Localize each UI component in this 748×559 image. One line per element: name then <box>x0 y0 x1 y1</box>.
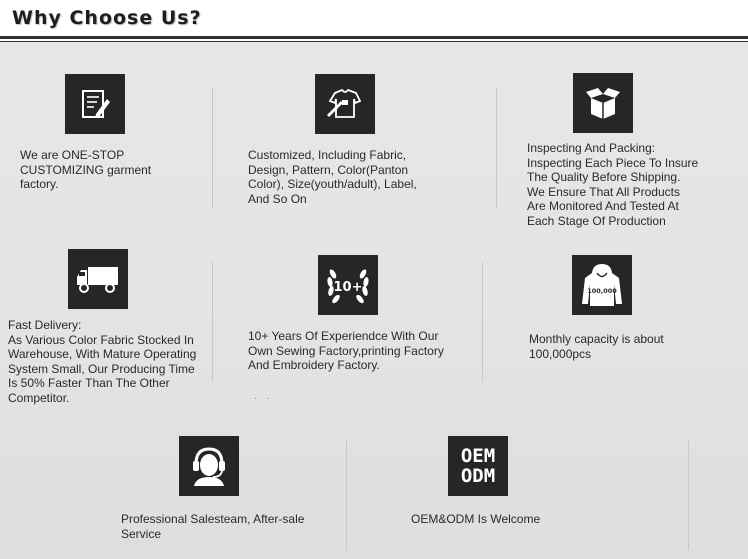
hoodie-capacity-icon <box>572 255 632 315</box>
headset-support-icon <box>179 436 239 496</box>
feature-text: 10+ Years Of Experiendce With Our Own Sewing Factory,printing Factory And Embroidery Factory. <box>248 329 444 372</box>
delivery-truck-icon <box>68 249 128 309</box>
feature-text: We are ONE-STOP CUSTOMIZING garment factory. <box>20 148 152 191</box>
feature-text: Customized, Including Fabric, Design, Pattern, Color(Panton Color), Size(youth/adult), Label, And So On <box>248 148 417 206</box>
column-divider <box>496 88 497 208</box>
oem-odm-icon <box>448 436 508 496</box>
laurel-badge-text: 10+ <box>333 280 363 295</box>
column-divider <box>212 262 213 382</box>
tshirt-design-icon <box>315 74 375 134</box>
feature-text: Inspecting And Packing: Inspecting Each Piece To Insure The Quality Before Shipping. We Ensure That All Products Are Monitored And Tested At Each Stage Of Production <box>527 141 699 228</box>
laurel-10-plus-icon <box>318 255 378 315</box>
open-box-icon <box>573 73 633 133</box>
oem-label: OEM <box>460 445 496 467</box>
capacity-badge-text: 100,000 <box>587 287 617 295</box>
decorative-dots: · · <box>254 393 273 404</box>
column-divider <box>688 440 689 550</box>
column-divider <box>212 88 213 208</box>
feature-text: Fast Delivery: As Various Color Fabric Stocked In Warehouse, With Mature Operating System Small, Our Producing Time Is 50% Faster Than The Other Competitor. <box>8 318 197 405</box>
column-divider <box>346 440 347 550</box>
header <box>0 0 748 36</box>
feature-text: Professional Salesteam, After-sale Service <box>121 512 305 541</box>
odm-label: ODM <box>460 465 496 487</box>
feature-text: Monthly capacity is about 100,000pcs <box>529 332 664 361</box>
column-divider <box>482 262 483 382</box>
feature-text: OEM&ODM Is Welcome <box>411 512 541 526</box>
page-title: Why Choose Us? <box>12 7 202 29</box>
document-edit-icon <box>65 74 125 134</box>
header-divider <box>0 36 748 39</box>
